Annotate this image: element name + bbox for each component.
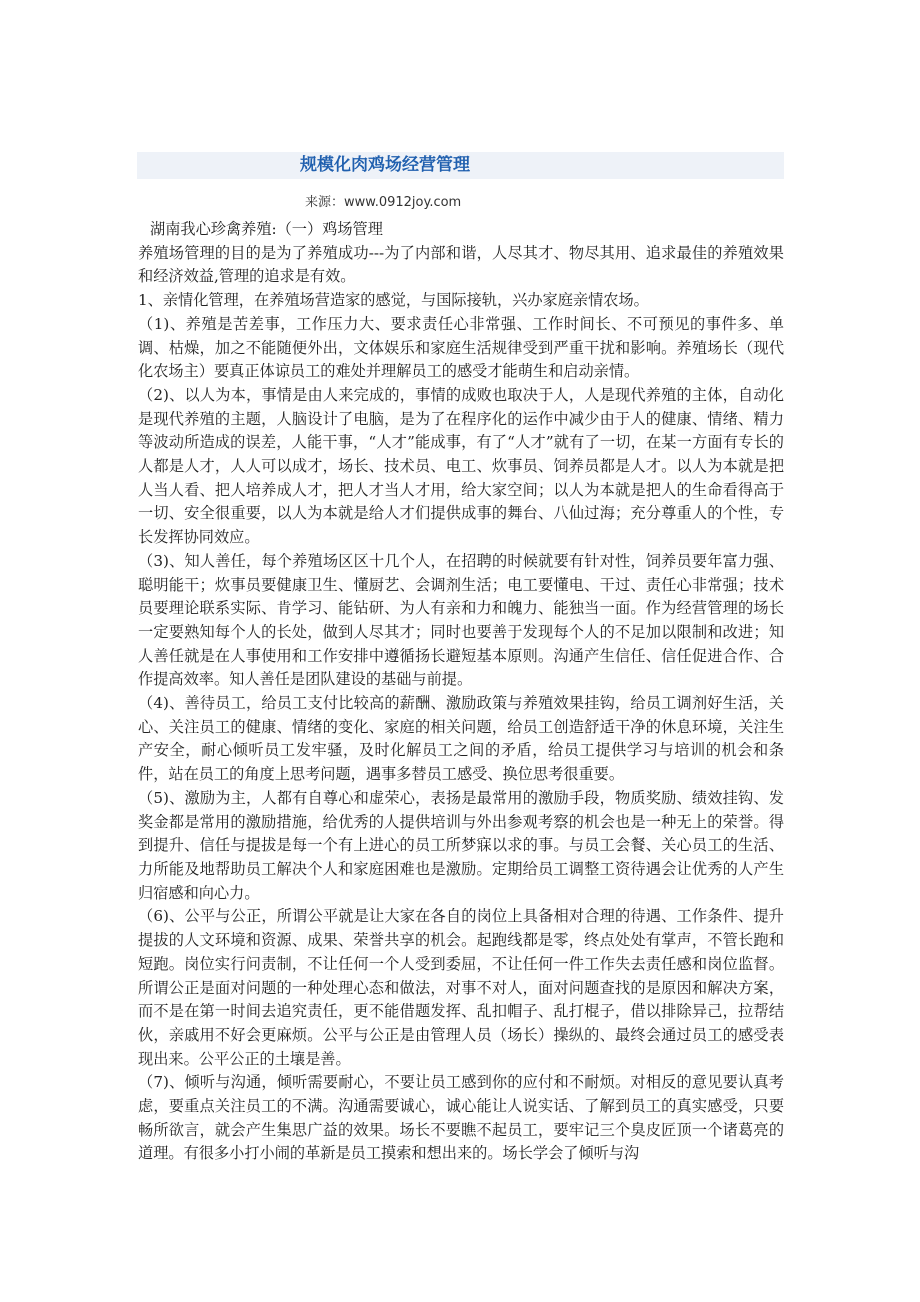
paragraph-item-2: （2)、以人为本，事情是由人来完成的，事情的成败也取决于人，人是现代养殖的主体，自动化是现代养殖的主题，人脑设计了电脑，是为了在程序化的运作中减少由于人的健康、情绪、精力等波动所造成的误差，人能干事，“人才”能成事，有了“人才”就有了一切，在某一方面有专长的人都是人才，人人可以成才，场长、技术员、电工、炊事员、饲养员都是人才。以人为本就是把人当人看、把人培养成人才，把人才当人才用，给大家空间；以人为本就是把人的生命看得高于一切、安全很重要，以人为本就是给人才们提供成事的舞台、八仙过海；充分尊重人的个性，专长发挥协同效应。	[138, 385, 784, 547]
paragraph-heading-1: 1、亲情化管理，在养殖场营造家的感觉，与国际接轨，兴办家庭亲情农场。	[138, 291, 649, 310]
source-line: 来源：www.0912joy.com	[305, 195, 462, 210]
intro-paragraph: 湖南我心珍禽养殖:（一）鸡场管理	[150, 220, 383, 238]
paragraph-item-5: （5)、激励为主，人都有自尊心和虚荣心，表扬是最常用的激励手段，物质奖励、绩效挂钩、发奖金都是常用的激励措施，给优秀的人提供培训与外出参观考察的机会也是一种无上的荣誉。得到提升、信任与提拔是每一个有上进心的员工所梦寐以求的事。与员工会餐、关心员工的生活、力所能及地帮助员工解决个人和家庭困难也是激励。定期给员工调整工资待遇会让优秀的人产生归宿感和向心力。	[138, 788, 784, 902]
paragraph-item-4: （4)、善待员工，给员工支付比较高的薪酬、激励政策与养殖效果挂钩，给员工调剂好生活，关心、关注员工的健康、情绪的变化、家庭的相关问题，给员工创造舒适干净的休息环境，关注生产安全，耐心倾听员工发牢骚，及时化解员工之间的矛盾，给员工提供学习与培训的机会和条件，站在员工的角度上思考问题，遇事多替员工感受、换位思考很重要。	[138, 694, 784, 784]
paragraph-item-1: （1)、养殖是苦差事，工作压力大、要求责任心非常强、工作时间长、不可预见的事件多、单调、枯燥，加之不能随便外出，文体娱乐和家庭生活规律受到严重干扰和影响。养殖场长（现代化农场主）要真正体谅员工的难处并理解员工的感受才能萌生和启动亲情。	[138, 314, 784, 381]
paragraph-item-6: （6)、公平与公正，所谓公平就是让大家在各自的岗位上具备相对合理的待遇、工作条件、提升提拔的人文环境和资源、成果、荣誉共享的机会。起跑线都是零，终点处处有掌声，不管长跑和短跑。岗位实行问责制，不让任何一个人受到委屈，不让任何一件工作失去责任感和岗位监督。所谓公正是面对问题的一种处理心态和做法，对事不对人，面对问题查找的是原因和解决方案，而不是在第一时间去追究责任，更不能借题发挥、乱扣帽子、乱打棍子，借以排除异己，拉帮结伙，亲戚用不好会更麻烦。公平与公正是由管理人员（场长）操纵的、最终会通过员工的感受表现出来。公平公正的土壤是善。	[138, 907, 784, 1068]
paragraph-item-7: （7)、倾听与沟通，倾听需要耐心，不要让员工感到你的应付和不耐烦。对相反的意见要认真考虑，要重点关注员工的不满。沟通需要诚心，诚心能让人说实话、了解到员工的真实感受，只要畅所欲言，就会产生集思广益的效果。场长不要瞧不起员工，要牢记三个臭皮匠顶一个诸葛亮的道理。有很多小打小闹的革新是员工摸索和想出来的。场长学会了倾听与沟	[138, 1073, 784, 1163]
document-title: 规模化肉鸡场经营管理	[300, 155, 470, 175]
paragraph-item-3: （3)、知人善任，每个养殖场区区十几个人，在招聘的时候就要有针对性，饲养员要年富力强、聪明能干；炊事员要健康卫生、懂厨艺、会调剂生活；电工要懂电、干过、责任心非常强；技术员要理论联系实际、肯学习、能钻研、为人有亲和力和魄力、能独当一面。作为经营管理的场长一定要熟知每个人的长处，做到人尽其才；同时也要善于发现每个人的不足加以限制和改进；知人善任就是在人事使用和工作安排中遵循扬长避短基本原则。沟通产生信任、信任促进合作、合作提高效率。知人善任是团队建设的基础与前提。	[138, 551, 784, 689]
document-body	[138, 218, 784, 1166]
paragraph-purpose: 养殖场管理的目的是为了养殖成功---为了内部和谐，人尽其才、物尽其用、追求最佳的养殖效果和经济效益,管理的追求是有效。	[138, 243, 784, 286]
